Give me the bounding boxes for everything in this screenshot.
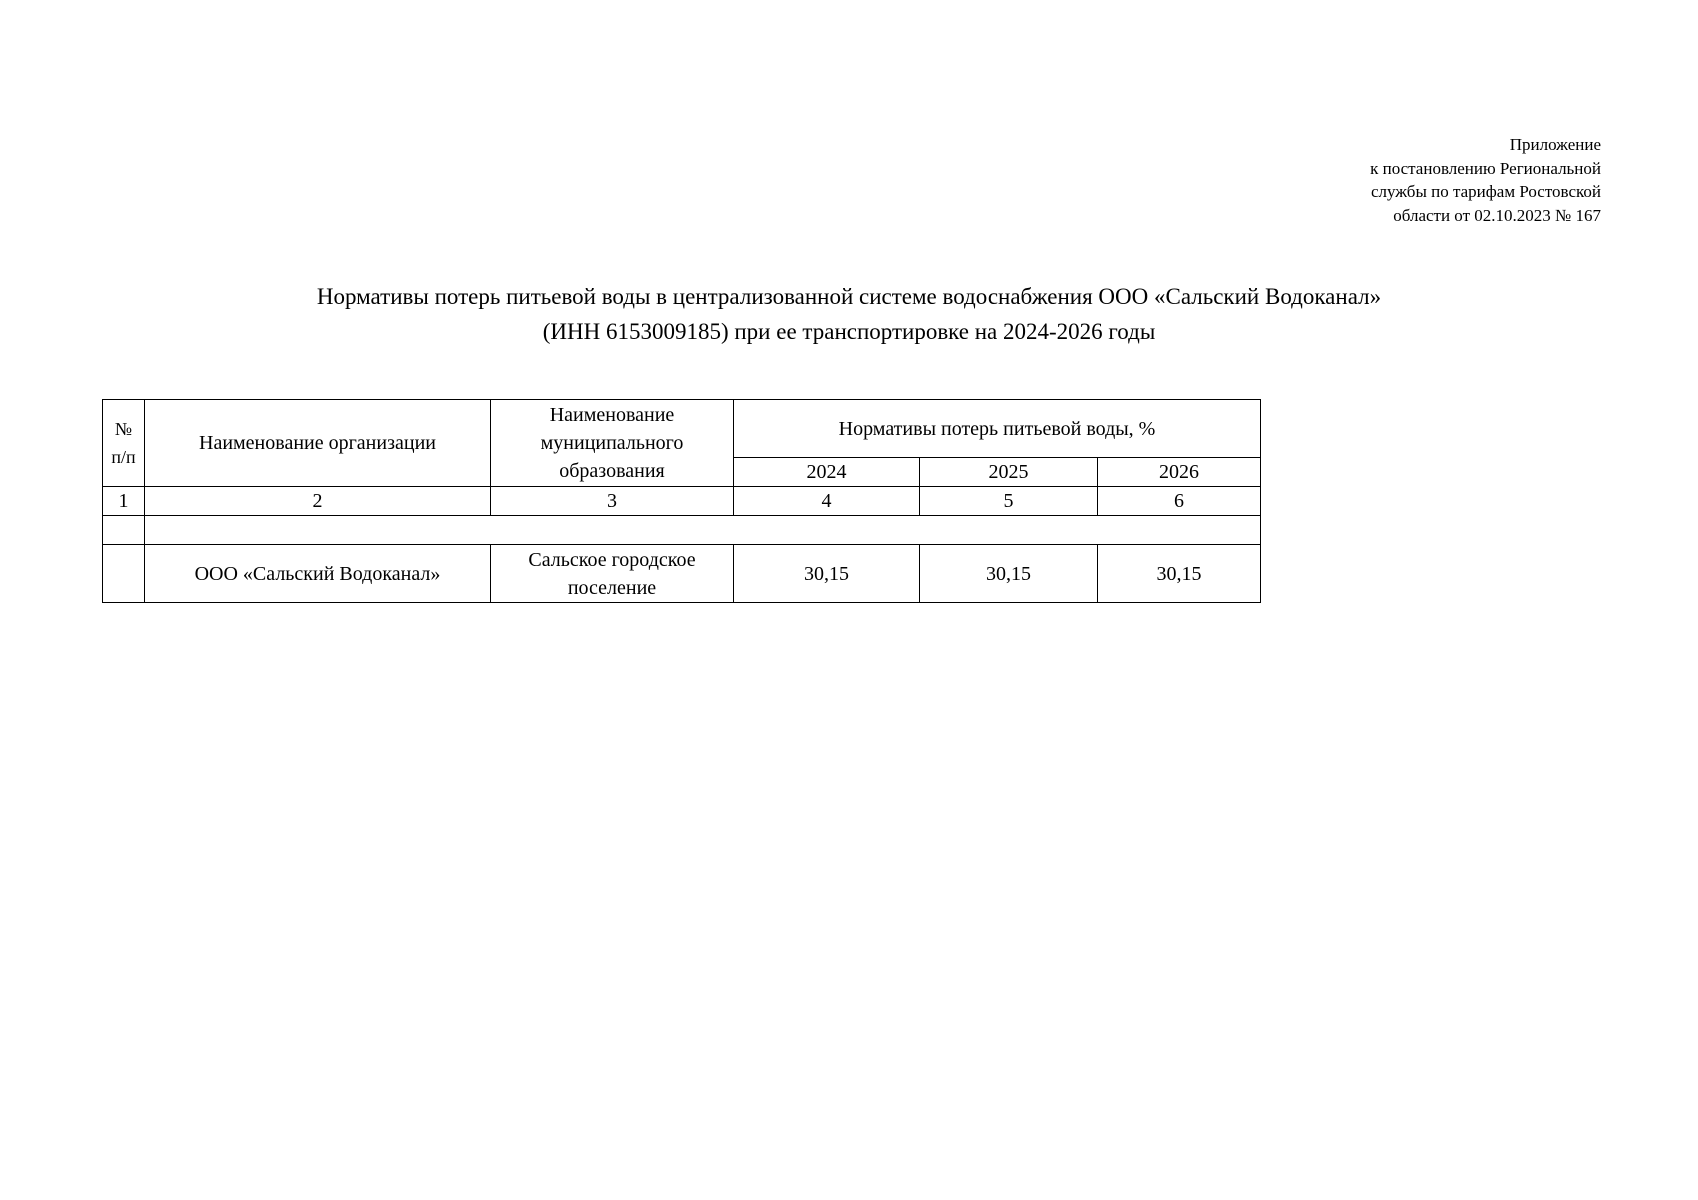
column-number: 5 (920, 487, 1098, 516)
header-row (103, 400, 1261, 458)
row-value-2024: 30,15 (734, 545, 920, 603)
norms-table (102, 399, 1261, 603)
header-year: 2026 (1098, 458, 1261, 487)
row-number (103, 545, 145, 603)
appendix-line: службы по тарифам Ростовской (1370, 182, 1601, 201)
column-number: 1 (103, 487, 145, 516)
empty-cell (103, 516, 145, 545)
column-number: 6 (1098, 487, 1261, 516)
column-number: 2 (145, 487, 491, 516)
column-number-row (103, 487, 1261, 516)
header-year: 2025 (920, 458, 1098, 487)
column-number: 4 (734, 487, 920, 516)
document-title (0, 279, 1698, 349)
appendix-block (1370, 133, 1601, 227)
appendix-line: к постановлению Региональной (1370, 158, 1601, 178)
header-number (103, 400, 145, 487)
row-municipality: Сальское городское поселение (491, 545, 734, 603)
header-organization: Наименование организации (145, 400, 491, 487)
row-value-2026: 30,15 (1098, 545, 1261, 603)
empty-row (103, 516, 1261, 545)
table-row (103, 545, 1261, 603)
header-norms: Нормативы потерь питьевой воды, % (734, 400, 1261, 458)
header-number-sign: № (114, 419, 133, 439)
row-organization: ООО «Сальский Водоканал» (145, 545, 491, 603)
appendix-line: области от 02.10.2023 № 167 (1393, 205, 1601, 225)
header-municipality: Наименование муниципального образования (491, 400, 734, 487)
title-line-1: Нормативы потерь питьевой воды в централизованной системе водоснабжения ООО «Сальский Водоканал» (316, 284, 1382, 309)
header-number-abbr: п/п (111, 447, 136, 467)
column-number: 3 (491, 487, 734, 516)
appendix-line: Приложение (1509, 135, 1601, 154)
header-year: 2024 (734, 458, 920, 487)
title-line-2: (ИНН 6153009185) при ее транспортировке на 2024-2026 годы (542, 319, 1156, 344)
row-value-2025: 30,15 (920, 545, 1098, 603)
empty-merged-cell (145, 516, 1261, 545)
